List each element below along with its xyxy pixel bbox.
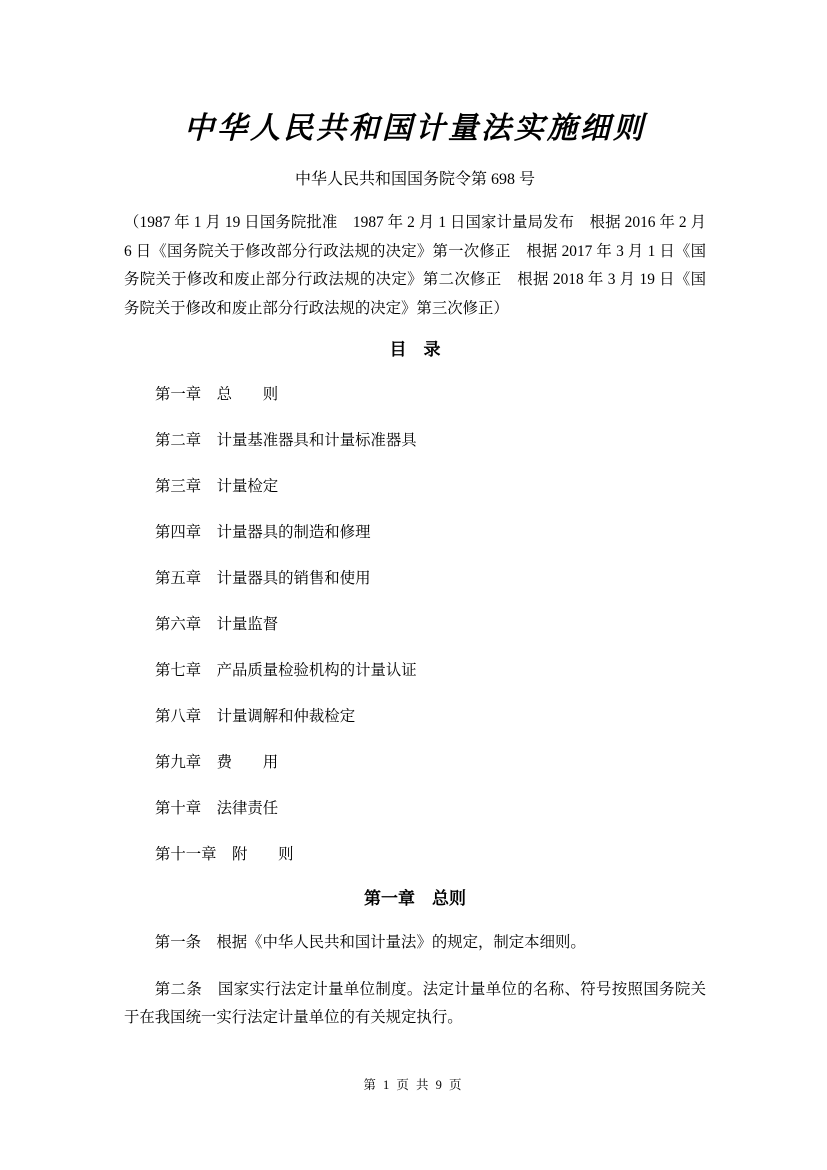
toc-list <box>124 381 706 869</box>
toc-item: 第二章 计量基准器具和计量标准器具 <box>155 432 417 449</box>
toc-item: 第六章 计量监督 <box>155 616 279 633</box>
document-title: 中华人民共和国计量法实施细则 <box>184 112 646 145</box>
decree-number: 中华人民共和国国务院令第 698 号 <box>294 171 535 188</box>
toc-item: 第十章 法律责任 <box>155 800 279 817</box>
page-number-footer: 第 1 页 共 9 页 <box>363 1078 464 1092</box>
toc-item: 第四章 计量器具的制造和修理 <box>155 524 371 541</box>
toc-heading: 目 录 <box>389 340 441 359</box>
toc-item: 第五章 计量器具的销售和使用 <box>155 570 371 587</box>
preamble-paragraph: （1987 年 1 月 19 日国务院批准 1987 年 2 月 1 日国家计量局发布 根据 2016 年 2 月 6 日《国务院关于修改部分行政法规的决定》第一次修正 根据 2017 年 3 月 1 日《国务院关于修改和废止部分行政法规的决定》第二次修正 根据 2018 年 3 月 19 日《国务院关于修改和废止部分行政法规的决定》第三次修正） <box>124 214 706 317</box>
toc-item: 第九章 费 用 <box>155 754 279 771</box>
chapter-1-heading: 第一章 总则 <box>364 889 466 908</box>
article-1-paragraph: 第一条 根据《中华人民共和国计量法》的规定，制定本细则。 <box>154 934 586 951</box>
article-2-paragraph: 第二条 国家实行法定计量单位制度。法定计量单位的名称、符号按照国务院关于在我国统一实行法定计量单位的有关规定执行。 <box>124 980 706 1026</box>
toc-item: 第三章 计量检定 <box>155 478 279 495</box>
toc-item: 第八章 计量调解和仲裁检定 <box>155 708 356 725</box>
toc-item: 第一章 总 则 <box>155 386 279 403</box>
toc-item: 第七章 产品质量检验机构的计量认证 <box>155 662 417 679</box>
toc-item: 第十一章 附 则 <box>155 846 294 863</box>
